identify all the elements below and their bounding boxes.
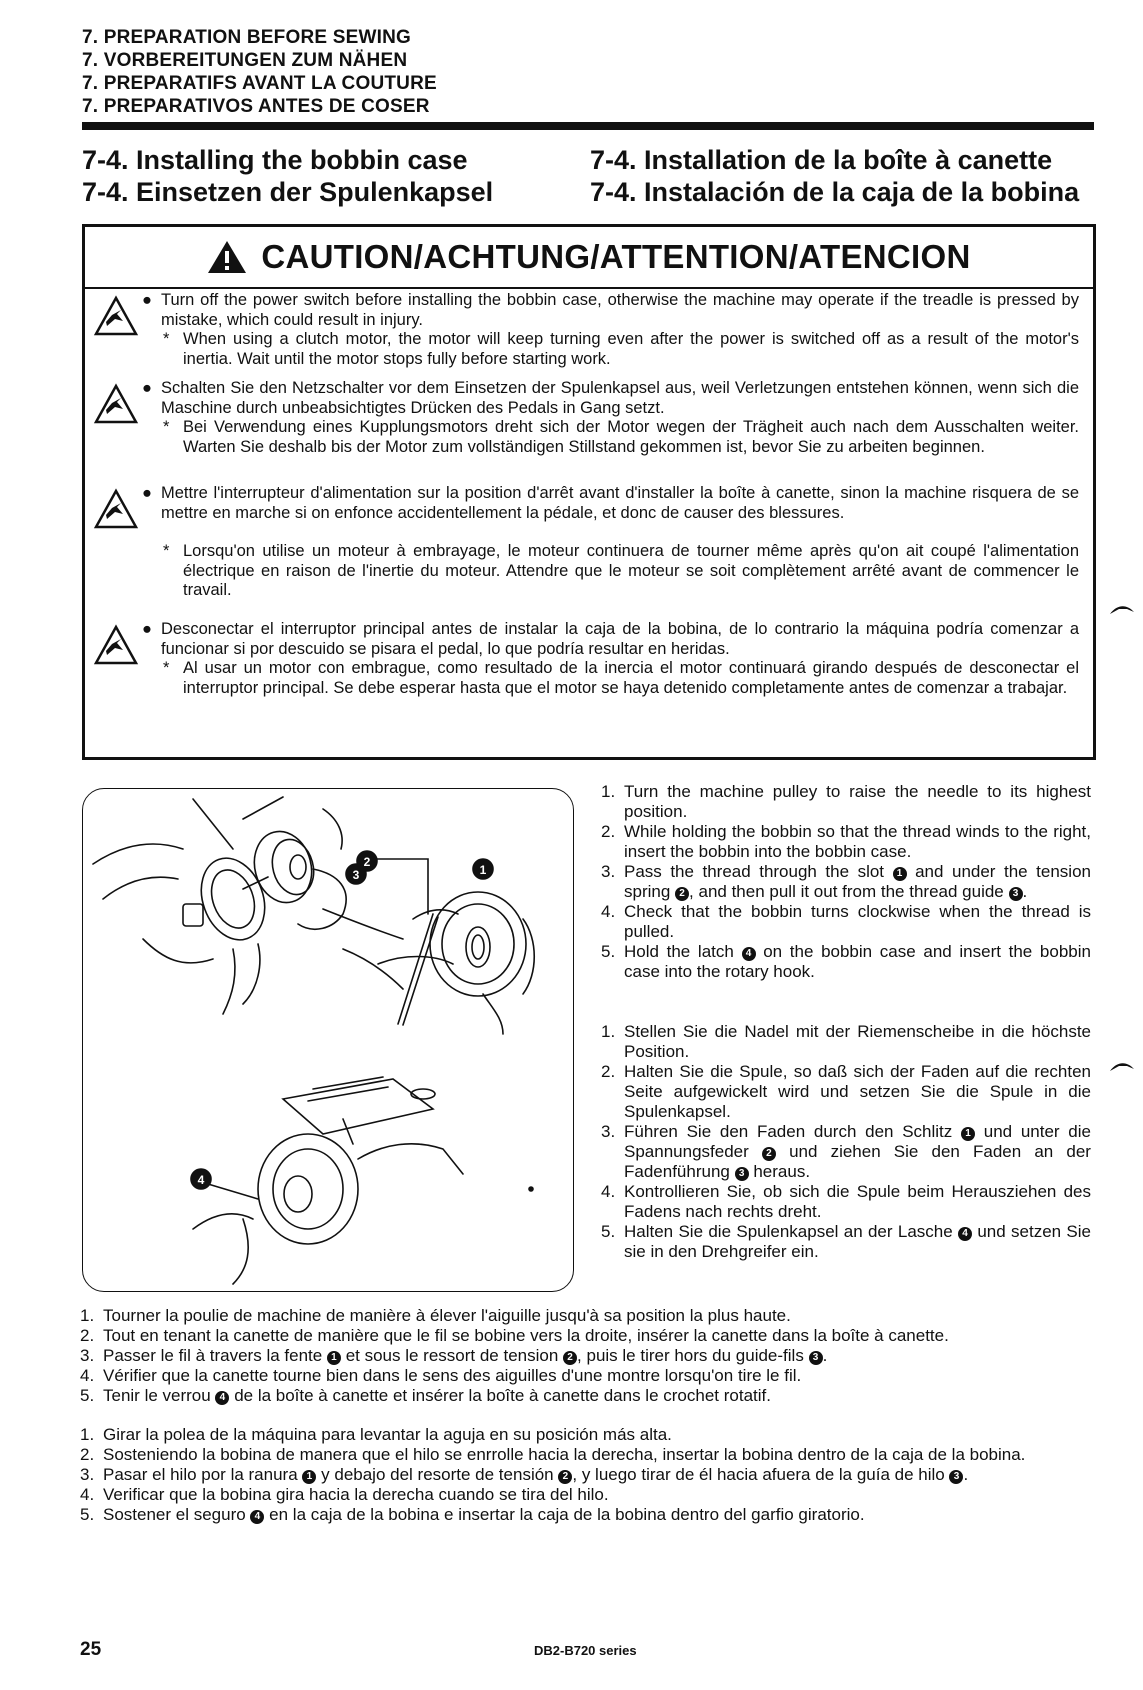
section-titles-right xyxy=(590,144,1079,208)
step-en-5: 5. Hold the latch 4 on the bobbin case and insert the bobbin case into the rotary hook. xyxy=(601,942,1091,981)
hand-injury-warning-icon xyxy=(93,383,139,425)
hand-injury-warning-icon xyxy=(93,488,139,530)
section-title-es: 7-4. Instalación de la caja de la bobina xyxy=(590,177,1080,207)
step-de-1: 1. Stellen Sie die Nadel mit der Riemenscheibe in die höchste Position. xyxy=(601,1022,1091,1061)
caution-block-fr xyxy=(85,484,1085,609)
step-de-3: 3. Führen Sie den Faden durch den Schlitz 1 und unter die Spannungsfeder 2 und ziehen Sie den Faden an der Fadenführung 3 heraus. xyxy=(601,1122,1091,1181)
step-de-4: 4. Kontrollieren Sie, ob sich die Spule beim Herausziehen des Fadens nach rechts dreht. xyxy=(601,1182,1091,1221)
chapter-title-en: 7. PREPARATION BEFORE SEWING xyxy=(82,27,411,48)
chapter-title-fr: 7. PREPARATIFS AVANT LA COUTURE xyxy=(82,73,437,94)
bobbin-illustration-frame xyxy=(82,788,574,1292)
caution-text-en: ● Turn off the power switch before installing the bobbin case, otherwise the machine may operate if the treadle is pressed by mistake, which could result in injury. xyxy=(142,291,1079,329)
callout-4 xyxy=(191,1169,211,1189)
svg-text:2: 2 xyxy=(363,855,371,869)
threading-drawing xyxy=(323,859,534,1034)
hand-injury-warning-icon xyxy=(93,624,139,666)
caution-title: CAUTION/ACHTUNG/ATTENTION/ATENCION xyxy=(261,238,971,275)
caution-text-es: ● Desconectar el interruptor principal antes de instalar la caja de la bobina, de lo contrario la máquina podría comenzar a funcionar si por descuido se pisara el pedal, lo que podría resultar en heridas. xyxy=(142,620,1079,658)
page-edge-mark-icon xyxy=(1107,1057,1137,1073)
chapter-header xyxy=(82,26,437,118)
steps-en xyxy=(601,782,1091,982)
section-title-de: 7-4. Einsetzen der Spulenkapsel xyxy=(82,177,494,207)
caution-text-de: ● Schalten Sie den Netzschalter vor dem Einsetzen der Spulenkapsel aus, weil Verletzungen entstehen können, wenn sich die Maschine durch unbeabsichtigtes Drücken des Pedals in Gang setzt. xyxy=(142,379,1079,417)
step-fr-4: 4. Vérifier que la canette tourne bien dans le sens des aiguilles d'une montre lorsqu'on tire le fil. xyxy=(80,1366,802,1385)
steps-fr xyxy=(80,1306,1092,1406)
step-en-2: 2. While holding the bobbin so that the thread winds to the right, insert the bobbin into the bobbin case. xyxy=(601,822,1091,861)
callout-3 xyxy=(346,864,366,884)
step-en-4: 4. Check that the bobbin turns clockwise when the thread is pulled. xyxy=(601,902,1091,941)
section-title-fr: 7-4. Installation de la boîte à canette xyxy=(590,145,1053,175)
model-name: DB2-B720 series xyxy=(534,1643,637,1658)
step-en-3: 3. Pass the thread through the slot 1 and under the tension spring 2 , and then pull it out from the thread guide 3 . xyxy=(601,862,1091,901)
step-fr-1: 1. Tourner la poulie de machine de manière à élever l'aiguille jusqu'à sa position la plus haute. xyxy=(80,1306,791,1325)
step-es-5: 5. Sostener el seguro 4 en la caja de la bobina e insertar la caja de la bobina dentro del garfio giratorio. xyxy=(80,1505,865,1524)
caution-block-es xyxy=(85,620,1085,745)
step-fr-3: 3. Passer le fil à travers la fente 1 et sous le ressort de tension 2 , puis le tirer hors du guide-fils 3 . xyxy=(80,1346,828,1365)
caution-note-fr: * Lorsqu'on utilise un moteur à embrayage, le moteur continuera de tourner même après qu'on ait coupé l'alimentation électrique en raison de l'inertie du moteur. Attendre que le moteur se soit complètement arrêté avant de commencer le travail. xyxy=(163,542,1079,599)
warning-triangle-icon xyxy=(207,240,247,274)
step-es-2: 2. Sosteniendo la bobina de manera que el hilo se enrrolle hacia la derecha, insertar la bobina dentro de la caja de la bobina. xyxy=(80,1445,1026,1464)
steps-de xyxy=(601,1022,1091,1262)
section-titles-left xyxy=(82,144,493,208)
svg-text:4: 4 xyxy=(197,1173,205,1187)
hand-injury-warning-icon xyxy=(93,295,139,337)
caution-text-fr: ● Mettre l'interrupteur d'alimentation sur la position d'arrêt avant d'installer la boîte à canette, sinon la machine risquera de se mettre en marche si on enfonce accidentellement la pédale, et donc de causer des blessures. xyxy=(142,484,1079,522)
step-en-1: 1. Turn the machine pulley to raise the needle to its highest position. xyxy=(601,782,1091,821)
svg-text:1: 1 xyxy=(479,863,487,877)
caution-block-de xyxy=(85,379,1085,489)
section-title-en: 7-4. Installing the bobbin case xyxy=(82,145,468,175)
page-number: 25 xyxy=(80,1639,102,1660)
step-de-5: 5. Halten Sie die Spulenkapsel an der Lasche 4 und setzen Sie sie in den Drehgreifer ein. xyxy=(601,1222,1092,1261)
caution-note-en: * When using a clutch motor, the motor will keep turning even after the power is switched off as a result of the motor's inertia. Wait until the motor stops fully before starting work. xyxy=(163,330,1079,368)
step-es-3: 3. Pasar el hilo por la ranura 1 y debajo del resorte de tensión 2 , y luego tirar de él hacia afuera de la guía de hilo 3 . xyxy=(80,1465,969,1484)
step-es-1: 1. Girar la polea de la máquina para levantar la aguja en su posición más alta. xyxy=(80,1425,672,1444)
chapter-title-es: 7. PREPARATIVOS ANTES DE COSER xyxy=(82,96,430,117)
svg-text:3: 3 xyxy=(352,868,360,882)
bobbin-case-illustration xyxy=(83,789,573,1291)
bobbin-insertion-drawing xyxy=(93,797,346,1014)
caution-block-en xyxy=(85,291,1085,381)
rotary-hook-drawing xyxy=(193,1077,463,1284)
header-rule xyxy=(82,122,1094,130)
caution-box xyxy=(82,224,1096,760)
caution-title-bar xyxy=(85,227,1093,289)
caution-note-es: * Al usar un motor con embrague, como resultado de la inercia el motor continuará girando después de desconectar el interruptor principal. Se debe esperar hasta que el motor se haya detenido completamente antes de comenzar a trabajar. xyxy=(163,659,1079,697)
step-fr-2: 2. Tout en tenant la canette de manière que le fil se bobine vers la droite, insérer la canette dans la boîte à canette. xyxy=(80,1326,949,1345)
caution-note-de: * Bei Verwendung eines Kupplungsmotors dreht sich der Motor wegen der Trägheit auch nach dem Ausschalten weiter. Warten Sie deshalb bis der Motor zum vollständigen Stillstand gekommen ist, bevor Sie zu arbeiten beginnen. xyxy=(163,418,1079,456)
chapter-title-de: 7. VORBEREITUNGEN ZUM NÄHEN xyxy=(82,50,408,71)
step-fr-5: 5. Tenir le verrou 4 de la boîte à canette et insérer la boîte à canette dans le crochet rotatif. xyxy=(80,1386,771,1405)
step-de-2: 2. Halten Sie die Spule, so daß sich der Faden auf die rechten Seite aufgewickelt wird und setzen Sie die Spule in die Spulenkapsel. xyxy=(601,1062,1091,1121)
page-edge-mark-icon xyxy=(1107,600,1137,616)
step-es-4: 4. Verificar que la bobina gira hacia la derecha cuando se tira del hilo. xyxy=(80,1485,609,1504)
callout-1 xyxy=(473,859,493,879)
steps-es xyxy=(80,1425,1092,1525)
